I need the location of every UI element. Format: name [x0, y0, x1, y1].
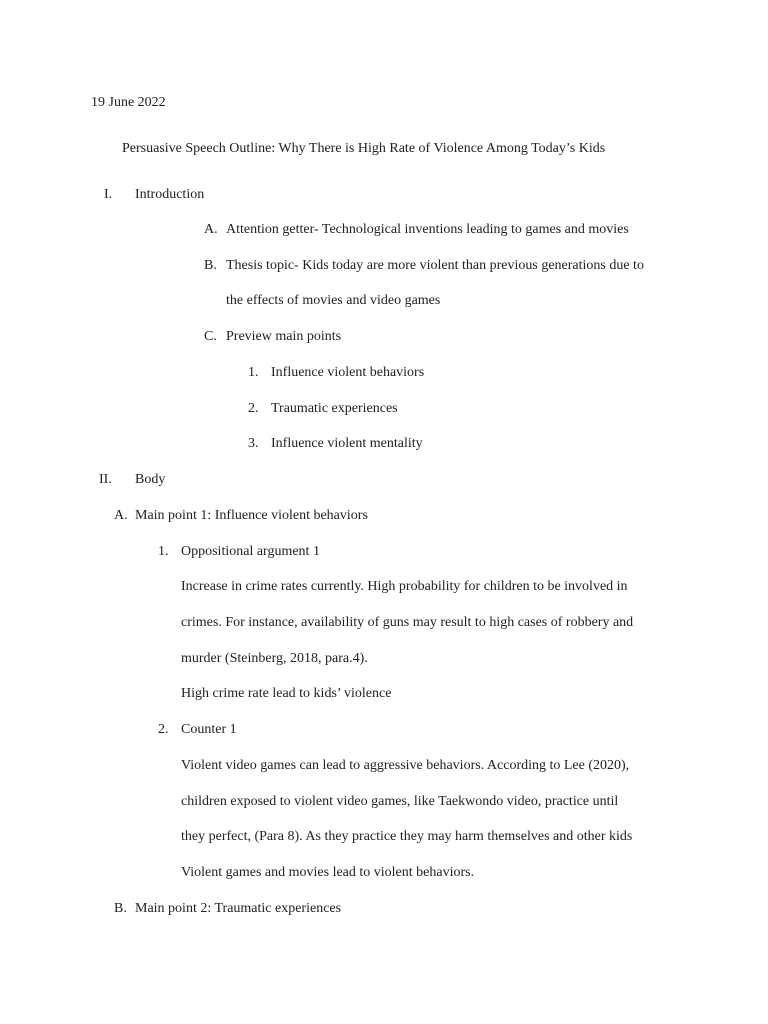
item-marker: B.: [204, 258, 217, 273]
paragraph-line: they perfect, (Para 8). As they practice they may harm themselves and other kids: [181, 829, 633, 844]
thesis-text-line: the effects of movies and video games: [226, 293, 441, 308]
preview-point-marker: 2.: [248, 401, 259, 416]
paragraph-line: children exposed to violent video games, like Taekwondo video, practice until: [181, 794, 619, 809]
preview-point-text: Influence violent mentality: [271, 436, 423, 451]
subpoint-marker: 1.: [158, 544, 169, 559]
paragraph-line: Violent video games can lead to aggressive behaviors. According to Lee (2020),: [181, 758, 630, 773]
main-point-1-text: Main point 1: Influence violent behaviors: [135, 508, 368, 523]
paragraph-line: crimes. For instance, availability of guns may result to high cases of robbery and: [181, 615, 634, 630]
section-heading-introduction: Introduction: [135, 187, 205, 202]
subpoint-heading: Counter 1: [181, 722, 237, 737]
document-date: 19 June 2022: [91, 95, 166, 110]
section-numeral: I.: [104, 187, 113, 202]
item-marker: A.: [204, 222, 218, 237]
section-heading-body: Body: [135, 472, 166, 487]
main-point-2-text: Main point 2: Traumatic experiences: [135, 901, 342, 916]
main-point-marker: A.: [114, 508, 128, 523]
preview-point-text: Traumatic experiences: [271, 401, 398, 416]
section-numeral: II.: [99, 472, 112, 487]
attention-getter-text: Attention getter- Technological inventions leading to games and movies: [226, 222, 629, 237]
paragraph-line: Increase in crime rates currently. High probability for children to be involved in: [181, 579, 628, 594]
preview-point-marker: 3.: [248, 436, 259, 451]
preview-point-marker: 1.: [248, 365, 259, 380]
thesis-text-line: Thesis topic- Kids today are more violent than previous generations due to: [226, 258, 644, 273]
paragraph-line: High crime rate lead to kids’ violence: [181, 686, 392, 701]
paragraph-line: Violent games and movies lead to violent behaviors.: [181, 865, 475, 880]
paragraph-line: murder (Steinberg, 2018, para.4).: [181, 651, 368, 666]
subpoint-heading: Oppositional argument 1: [181, 544, 320, 559]
subpoint-marker: 2.: [158, 722, 169, 737]
document-title: Persuasive Speech Outline: Why There is High Rate of Violence Among Today’s Kids: [122, 141, 606, 156]
preview-main-points-text: Preview main points: [226, 329, 342, 344]
preview-point-text: Influence violent behaviors: [271, 365, 425, 380]
main-point-marker: B.: [114, 901, 127, 916]
item-marker: C.: [204, 329, 217, 344]
